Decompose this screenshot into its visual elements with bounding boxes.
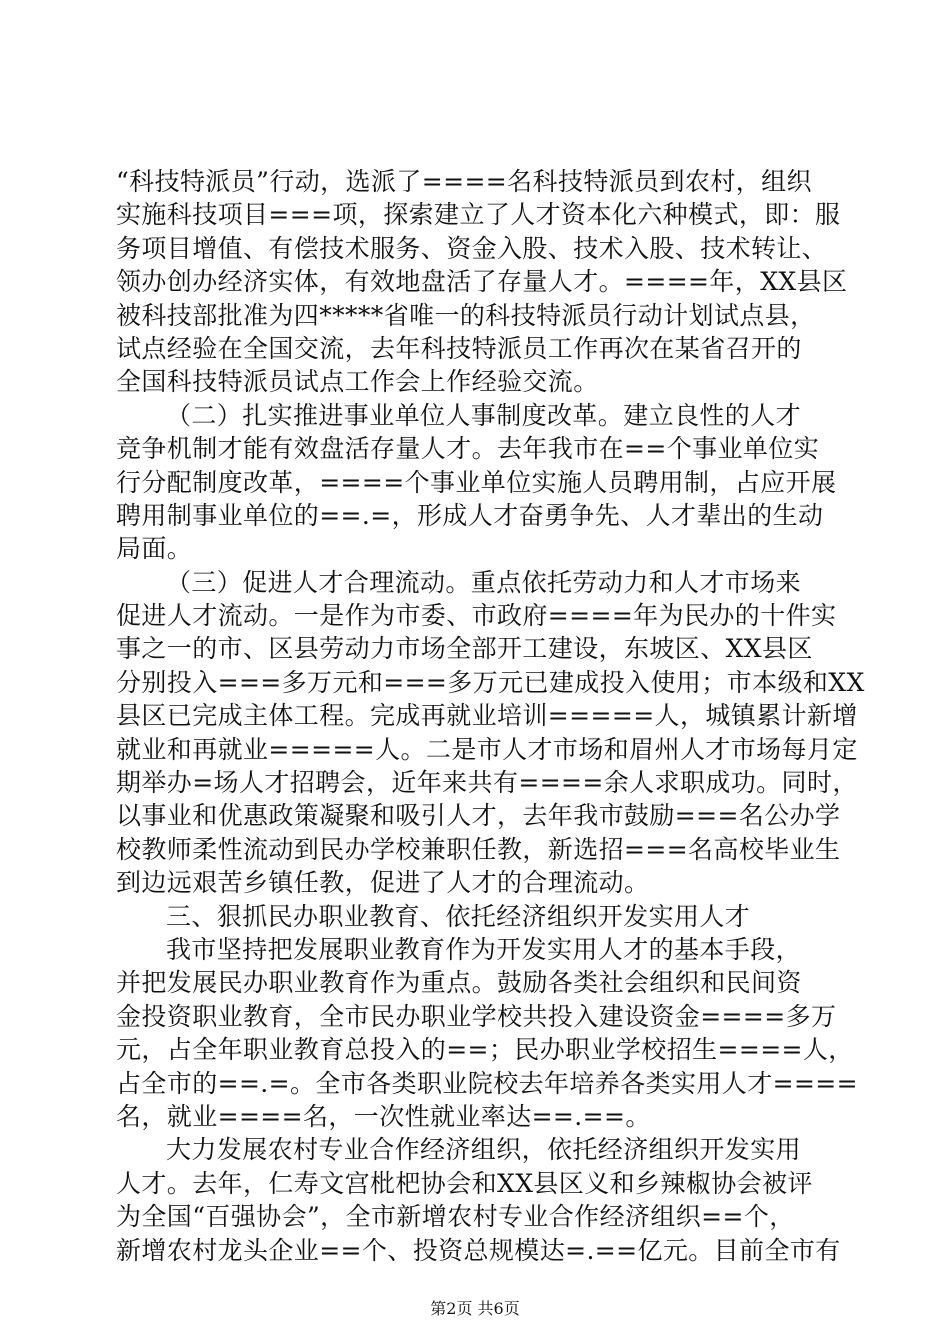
page-number-label: 第2页 共6页 xyxy=(430,1299,520,1318)
text-line: 领办创办经济实体，有效地盘活了存量人才。====年，XX县区 xyxy=(116,267,848,297)
text-line: 竞争机制才能有效盘活存量人才。去年我市在==个事业单位实 xyxy=(116,434,820,464)
text-line: 试点经验在全国交流，去年科技特派员工作再次在某省召开的 xyxy=(116,333,802,363)
text-line: 名，就业====名，一次性就业率达==.==。 xyxy=(116,1101,651,1131)
text-line: 被科技部批准为四*****省唯一的科技特派员行动计划试点县， xyxy=(116,300,816,330)
page-footer xyxy=(0,1299,950,1319)
paragraph-first-line: 大力发展农村专业合作经济组织，依托经济组织开发实用 xyxy=(166,1135,802,1165)
section-heading-line: 三、狠抓民办职业教育、依托经济组织开发实用人才 xyxy=(166,901,751,931)
text-line: 分别投入===多万元和===多万元已建成投入使用；市本级和XX xyxy=(116,667,865,697)
text-line: 新增农村龙头企业==个、投资总规模达=.==亿元。目前全市有 xyxy=(116,1235,841,1265)
text-line: 全国科技特派员试点工作会上作经验交流。 xyxy=(116,367,599,397)
text-line: 占全市的==.=。全市各类职业院校去年培养各类实用人才==== xyxy=(116,1068,858,1098)
text-line: 促进人才流动。一是作为市委、市政府====年为民办的十件实 xyxy=(116,601,837,631)
text-line: 并把发展民办职业教育作为重点。鼓励各类社会组织和民间资 xyxy=(116,968,802,998)
text-line: 期举办=场人才招聘会，近年来共有====余人求职成功。同时， xyxy=(116,768,858,798)
text-line: 局面。 xyxy=(116,534,193,564)
document-body xyxy=(116,165,865,1267)
section-heading-line: （三）促进人才合理流动。重点依托劳动力和人才市场来 xyxy=(166,567,802,597)
text-line: 务项目增值、有偿技术服务、资金入股、技术入股、技术转让、 xyxy=(116,233,828,263)
section-heading-line: （二）扎实推进事业单位人事制度改革。建立良性的人才 xyxy=(166,400,802,430)
text-line: “科技特派员”行动，选派了====名科技特派员到农村，组织 xyxy=(116,167,812,196)
text-line: 实施科技项目===项，探索建立了人才资本化六种模式，即：服 xyxy=(116,200,841,230)
text-line: 校教师柔性流动到民办学校兼职任教，新选招===名高校毕业生 xyxy=(116,834,841,864)
text-line: 人才。去年，仁寿文宫枇杷协会和XX县区义和乡辣椒协会被评 xyxy=(116,1168,813,1198)
text-line: 聘用制事业单位的==.=，形成人才奋勇争先、人才辈出的生动 xyxy=(116,500,824,530)
text-line: 县区已完成主体工程。完成再就业培训=====人，城镇累计新增 xyxy=(116,701,858,731)
paragraph-first-line: 我市坚持把发展职业教育作为开发实用人才的基本手段， xyxy=(166,934,802,964)
text-line: 金投资职业教育，全市民办职业学校共投入建设资金====多万 xyxy=(116,1001,837,1031)
text-line: 为全国“百强协会”，全市新增农村专业合作经济组织==个， xyxy=(116,1202,795,1232)
text-line: 到边远艰苦乡镇任教，促进了人才的合理流动。 xyxy=(116,868,650,898)
text-line: 以事业和优惠政策凝聚和吸引人才，去年我市鼓励===名公办学 xyxy=(116,801,841,831)
text-line: 事之一的市、区县劳动力市场全部开工建设，东坡区、XX县区 xyxy=(116,634,813,664)
text-line: 元，占全年职业教育总投入的==；民办职业学校招生====人， xyxy=(116,1035,854,1065)
text-line: 就业和再就业=====人。二是市人才市场和眉州人才市场每月定 xyxy=(116,734,858,764)
text-line: 行分配制度改革，====个事业单位实施人员聘用制，占应开展 xyxy=(116,467,837,497)
